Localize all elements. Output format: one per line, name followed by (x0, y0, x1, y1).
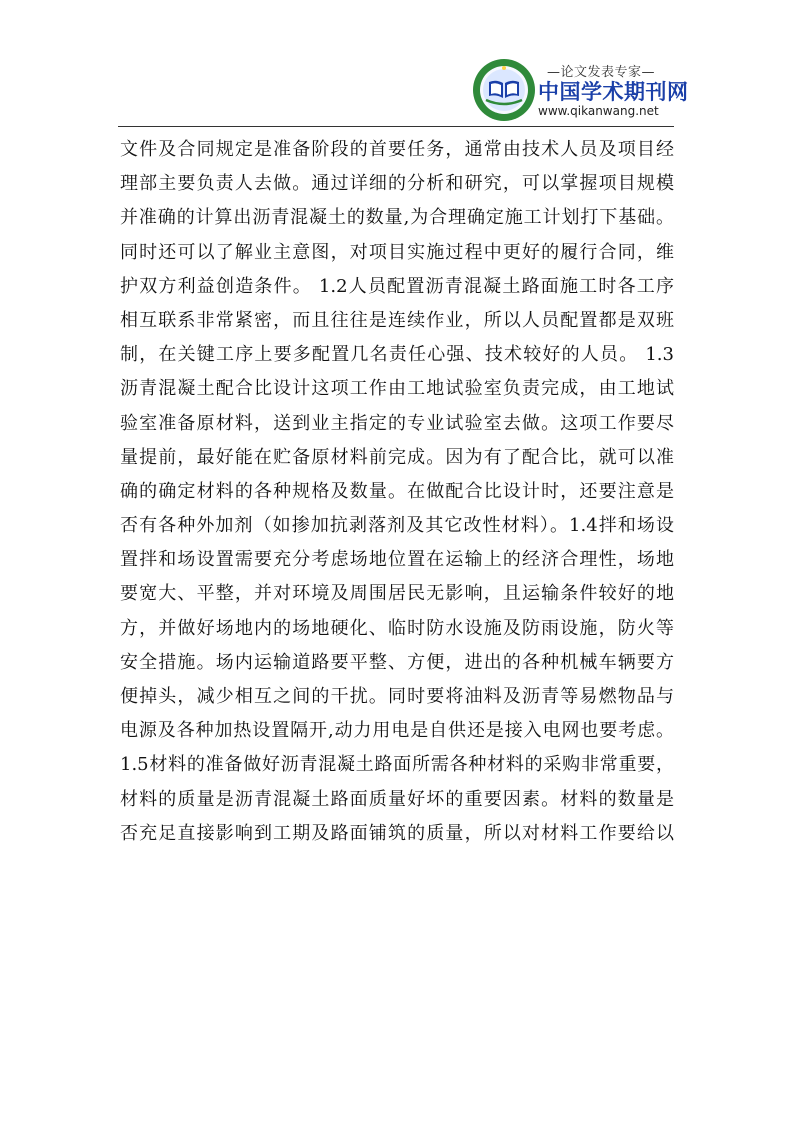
text-line: 量提前，最好能在贮备原材料前完成。因为有了配合比，就可以准 (120, 446, 674, 468)
text-line: 理部主要负责人去做。通过详细的分析和研究，可以掌握项目规模 (120, 173, 674, 195)
text-line: 并准确的计算出沥青混凝土的数量,为合理确定施工计划打下基础。 (120, 207, 674, 229)
text-line: 1.5材料的准备做好沥青混凝土路面所需各种材料的采购非常重要， (120, 754, 674, 776)
text-line: 文件及合同规定是准备阶段的首要任务，通常由技术人员及项目经 (120, 139, 674, 160)
text-line: 否有各种外加剂（如掺加抗剥落剂及其它改性材料）。1.4拌和场设 (120, 515, 674, 537)
text-line: 沥青混凝土配合比设计这项工作由工地试验室负责完成，由工地试 (120, 378, 674, 400)
text-line: 置拌和场设置需要充分考虑场地位置在运输上的经济合理性，场地 (120, 549, 674, 571)
text-line: 安全措施。场内运输道路要平整、方便，进出的各种机械车辆要方 (120, 651, 674, 673)
text-line: 护双方利益创造条件。 1.2人员配置沥青混凝土路面施工时各工序 (120, 275, 674, 297)
document-body (120, 133, 674, 851)
text-line: 同时还可以了解业主意图，对项目实施过程中更好的履行合同，维 (120, 241, 674, 263)
text-line: 材料的质量是沥青混凝土路面质量好坏的重要因素。材料的数量是 (120, 788, 674, 810)
brand-name: 中国学术期刊网 (538, 80, 689, 104)
text-line: 相互联系非常紧密，而且往往是连续作业，所以人员配置都是双班 (120, 309, 674, 331)
text-line: 便掉头，减少相互之间的干扰。同时要将油料及沥青等易燃物品与 (120, 686, 674, 707)
text-line: 方，并做好场地内的场地硬化、临时防水设施及防雨设施，防火等 (120, 617, 674, 639)
text-line: 电源及各种加热设置隔开,动力用电是自供还是接入电网也要考虑。 (120, 720, 674, 742)
text-line: 否充足直接影响到工期及路面铺筑的质量，所以对材料工作要给以 (120, 822, 674, 844)
text-line: 要宽大、平整，并对环境及周围居民无影响，且运输条件较好的地 (120, 583, 674, 605)
journal-logo (472, 56, 689, 128)
text-line: 验室准备原材料，送到业主指定的专业试验室去做。这项工作要尽 (120, 412, 674, 434)
brand-url: www.qikanwang.net (538, 104, 659, 118)
header-divider (118, 126, 674, 127)
text-line: 确的确定材料的各种规格及数量。在做配合比设计时，还要注意是 (120, 480, 674, 502)
book-seal-logo-icon (472, 58, 536, 122)
text-line: 制，在关键工序上要多配置几名责任心强、技术较好的人员。 1.3 (120, 344, 674, 366)
tagline: —论文发表专家— (546, 65, 655, 80)
